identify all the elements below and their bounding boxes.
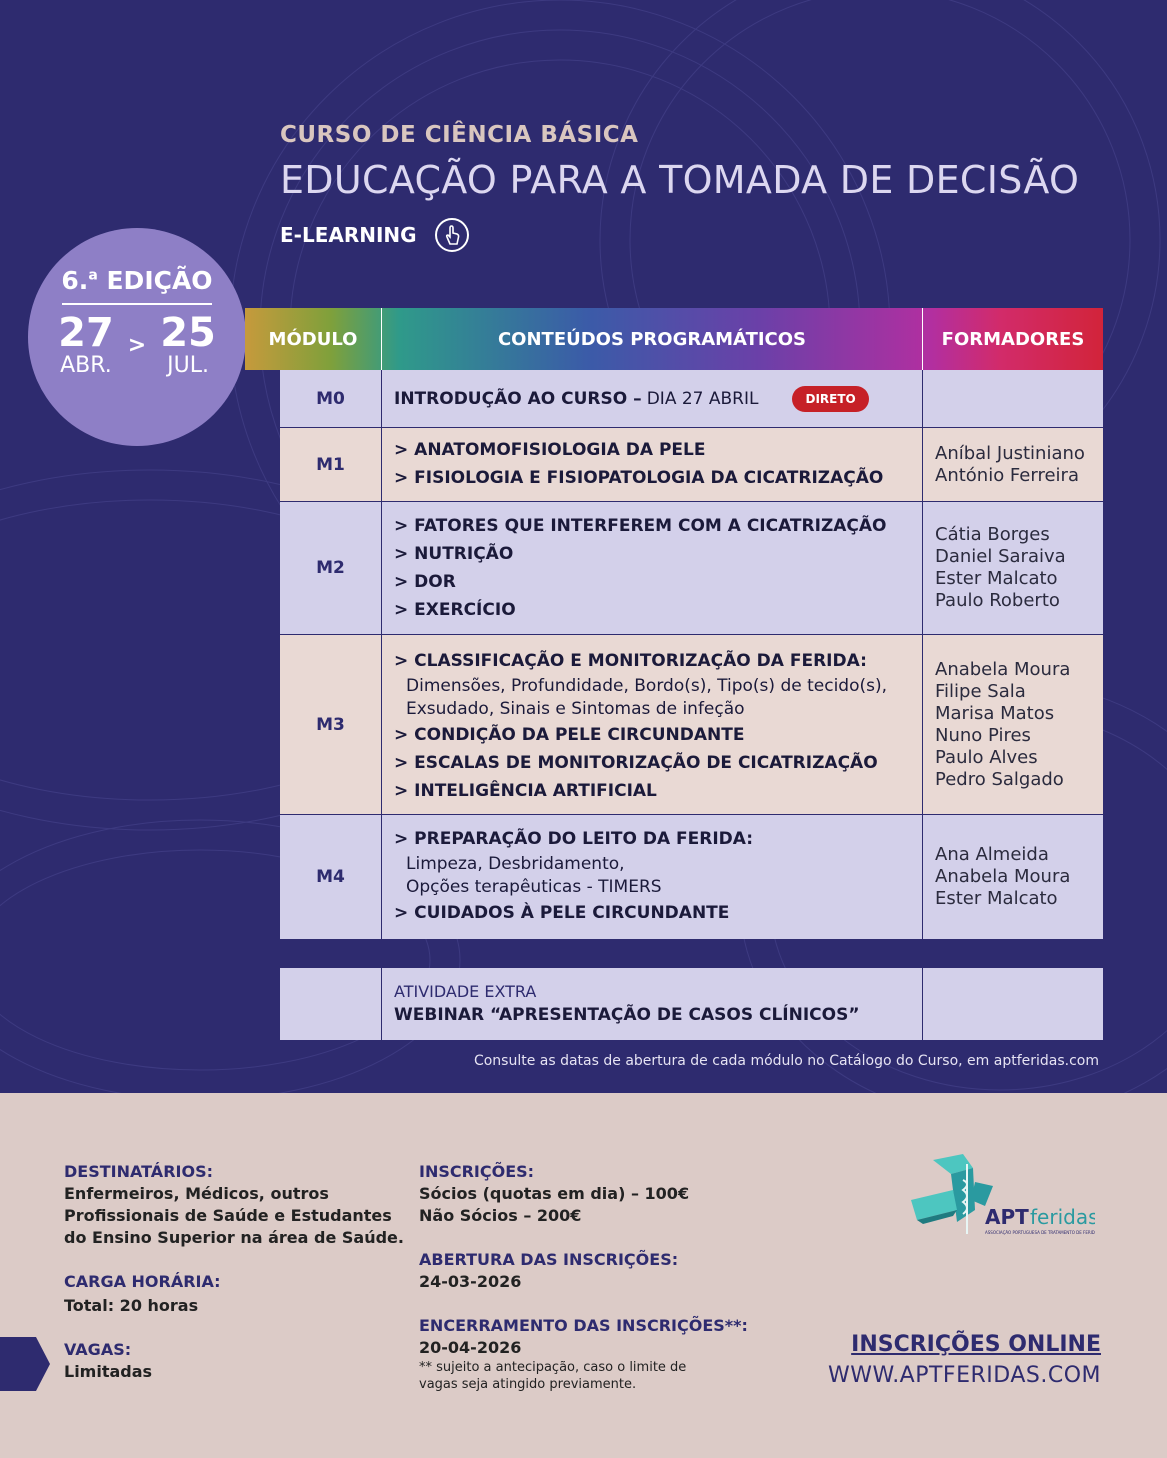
table-row-m2 (280, 502, 1103, 635)
extra-title: WEBINAR “APRESENTAÇÃO DE CASOS CLÍNICOS” (394, 1005, 860, 1025)
carga-label: CARGA HORÁRIA: (64, 1272, 221, 1291)
program-table (280, 370, 1103, 939)
table-header (245, 308, 1103, 370)
info-column-left: DESTINATÁRIOS: Enfermeiros, Médicos, outros Profissionais de Saúde e Estudantes do Ensino Superior na área de Saúde. CARGA HORÁRIA: Total: 20 horas VAGAS: Limitadas (64, 1162, 404, 1381)
svg-text:APT: APT (985, 1205, 1029, 1229)
module-contents: > CLASSIFICAÇÃO E MONITORIZAÇÃO DA FERIDA: Dimensões, Profundidade, Bordo(s), Tipo(s) de tecido(s), Exsudado, Sinais e Sintomas de infeção > CONDIÇÃO DA PELE CIRCUNDANTE > ESCALAS DE MONITORIZAÇÃO DE CICATRIZAÇÃO > INTELIGÊNCIA ARTIFICIAL (382, 635, 923, 814)
module-code: M2 (280, 502, 382, 634)
abertura-value: 24-03-2026 (419, 1272, 522, 1291)
info-column-middle: INSCRIÇÕES: Sócios (quotas em dia) – 100€ Não Sócios – 200€ ABERTURA DAS INSCRIÇÕES: 24-03-2026 ENCERRAMENTO DAS INSCRIÇÕES**: 20-04-2026 ** sujeito a antecipação, caso o limite de vagas seja atingido previamente. (419, 1162, 748, 1392)
encerramento-value: 20-04-2026 (419, 1338, 522, 1357)
click-hand-icon (435, 218, 469, 252)
edition-badge (28, 228, 246, 446)
start-month: ABR. (60, 353, 112, 378)
date-arrow: > (127, 333, 147, 358)
catalog-note: Consulte as datas de abertura de cada módulo no Catálogo do Curso, em aptferidas.com (473, 1053, 1099, 1069)
module-trainers: Cátia Borges Daniel Saraiva Ester Malcato Paulo Roberto (935, 524, 1066, 611)
svg-text:ASSOCIAÇÃO PORTUGUESA DE TRATA: ASSOCIAÇÃO PORTUGUESA DE TRATAMENTO DE FERIDAS (985, 1230, 1095, 1235)
header-conteudos: CONTEÚDOS PROGRAMÁTICOS (382, 308, 923, 370)
abertura-label: ABERTURA DAS INSCRIÇÕES: (419, 1250, 679, 1269)
start-day: 27 (58, 310, 114, 356)
svg-text:feridas: feridas (1030, 1205, 1095, 1229)
module-trainers (923, 370, 1103, 427)
badge-divider (62, 303, 212, 305)
extra-contents (382, 968, 923, 1040)
course-subtitle: CURSO DE CIÊNCIA BÁSICA (280, 122, 639, 148)
module-code: M3 (280, 635, 382, 814)
badge-dates (28, 311, 246, 377)
end-month: JUL. (167, 353, 209, 378)
encerramento-label: ENCERRAMENTO DAS INSCRIÇÕES**: (419, 1316, 748, 1335)
online-url[interactable]: WWW.APTFERIDAS.COM (827, 1363, 1101, 1388)
vagas-marker-arrow (0, 1337, 50, 1391)
header-modulo: MÓDULO (245, 308, 382, 370)
module-trainers: Anabela Moura Filipe Sala Marisa Matos Nuno Pires Paulo Alves Pedro Salgado (935, 658, 1071, 790)
end-day: 25 (160, 310, 216, 356)
module-trainers: Ana Almeida Anabela Moura Ester Malcato (935, 844, 1071, 909)
table-row-m0 (280, 370, 1103, 428)
table-row-m3 (280, 635, 1103, 815)
course-title: EDUCAÇÃO PARA A TOMADA DE DECISÃO (280, 158, 1080, 202)
elearning-label (280, 218, 1079, 252)
extra-activity-row (280, 968, 1103, 1040)
table-row-m4 (280, 815, 1103, 939)
online-registration (828, 1332, 1101, 1388)
elearning-text: E-LEARNING (280, 223, 417, 247)
header-formadores: FORMADORES (941, 328, 1085, 350)
module-contents: > PREPARAÇÃO DO LEITO DA FERIDA: Limpeza, Desbridamento, Opções terapêuticas - TIMERS > CUIDADOS À PELE CIRCUNDANTE (382, 815, 923, 939)
direto-badge: DIRETO (792, 386, 868, 412)
edition-label: 6.$^a$ EDIÇÃO (61, 266, 213, 295)
vagas-label: VAGAS: (64, 1340, 132, 1359)
module-contents: > FATORES QUE INTERFEREM COM A CICATRIZAÇÃO > NUTRIÇÃO > DOR > EXERCÍCIO (382, 502, 923, 634)
module-code: M1 (280, 428, 382, 501)
module-trainers: Aníbal Justiniano António Ferreira (935, 442, 1085, 486)
extra-label: ATIVIDADE EXTRA (394, 982, 537, 1001)
module-code: M4 (280, 815, 382, 939)
inscricoes-label: INSCRIÇÕES: (419, 1162, 535, 1181)
course-header (280, 122, 1079, 252)
carga-value: Total: 20 horas (64, 1296, 199, 1315)
online-label[interactable]: INSCRIÇÕES ONLINE (851, 1332, 1101, 1357)
module-code: M0 (280, 370, 382, 427)
extra-module-cell (280, 968, 382, 1040)
extra-trainers-cell (923, 968, 1103, 1040)
dest-label: DESTINATÁRIOS: (64, 1162, 213, 1181)
aptferidas-logo (905, 1150, 1095, 1246)
table-row-m1 (280, 428, 1103, 502)
vagas-value: Limitadas (64, 1362, 153, 1381)
module-contents: > ANATOMOFISIOLOGIA DA PELE > FISIOLOGIA E FISIOPATOLOGIA DA CICATRIZAÇÃO (382, 428, 923, 501)
module-contents: INTRODUÇÃO AO CURSO – DIA 27 ABRIL DIRETO (382, 370, 923, 427)
